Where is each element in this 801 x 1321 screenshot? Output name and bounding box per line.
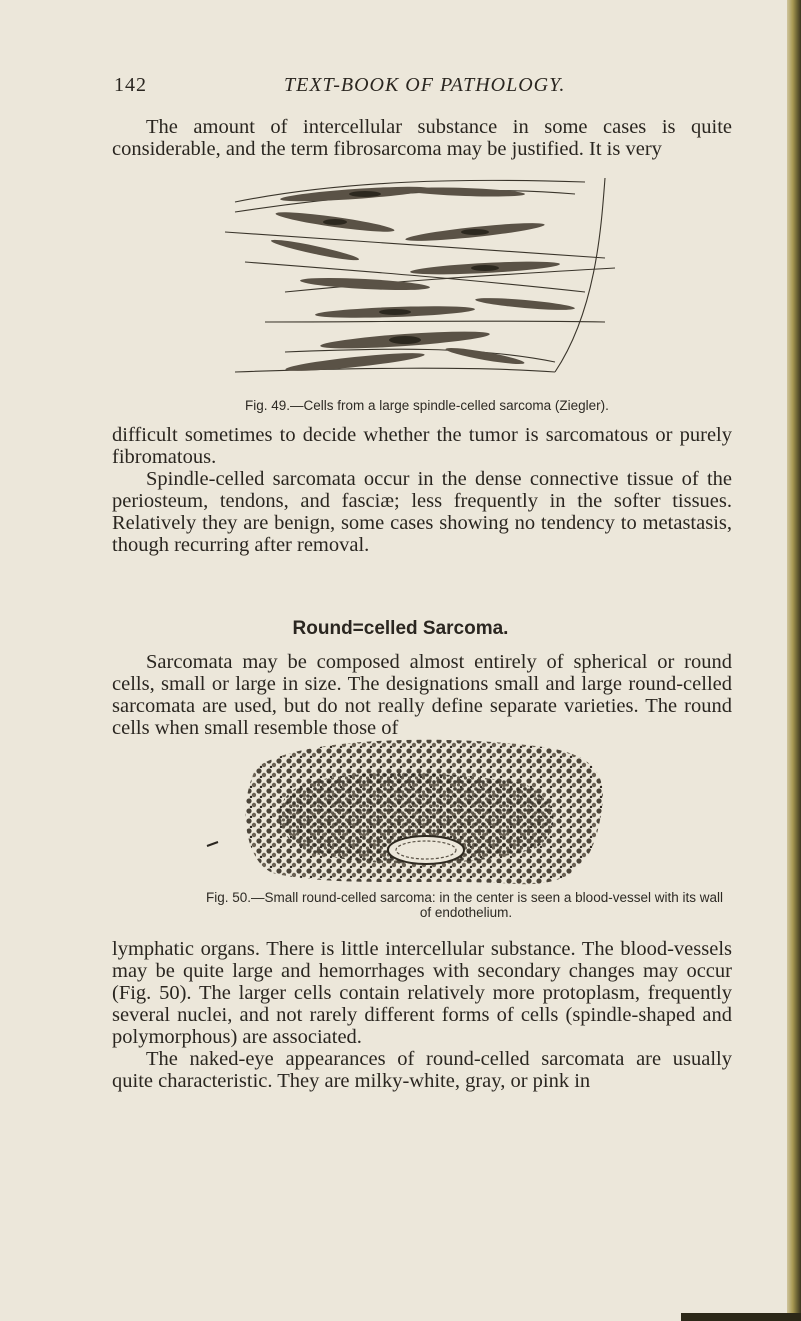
section-heading: Round=celled Sarcoma. [292, 618, 509, 639]
page-edge [787, 0, 801, 1321]
running-title: TEXT-BOOK OF PATHOLOGY. [284, 74, 566, 96]
paragraph: The amount of intercellular substance in some cases is quite considerable, and the term fibrosarcoma may be justified. It is very [112, 116, 732, 160]
figure-50-caption-line-1: Fig. 50.—Small round-celled sarcoma: in the center is seen a blood-vessel with its wall [206, 890, 723, 905]
body-text-round-cell [112, 651, 732, 739]
figure-50-round-cells [236, 738, 612, 888]
body-text-top [112, 116, 732, 160]
paragraph: The naked-eye appearances of round-celled sarcomata are usually quite characteristic. They are milky-white, gray, or pink in [112, 1048, 732, 1092]
figure-49-caption: Fig. 49.—Cells from a large spindle-celled sarcoma (Ziegler). [245, 398, 609, 413]
page-number: 142 [114, 74, 147, 96]
dash-mark-icon [206, 839, 220, 849]
paragraph: Sarcomata may be composed almost entirely of spherical or round cells, small or large in size. The designations small and large round-celled sarcomata are used, but do not really define separate varieties. The round cells when small resemble those of [112, 651, 732, 739]
figure-50-caption-line-2: of endothelium. [419, 905, 513, 920]
body-text-middle [112, 424, 732, 556]
body-text-bottom [112, 938, 732, 1092]
page-edge-shadow [681, 1313, 801, 1321]
paragraph: lymphatic organs. There is little intercellular substance. The blood-vessels may be quite large and hemorrhages with secondary changes may occur (Fig. 50). The larger cells contain relatively more protoplasm, frequently several nuclei, and not rarely different forms of cells (spindle-shaped and polymorphous) are associated. [112, 938, 732, 1048]
running-header [0, 74, 801, 102]
paragraph: difficult sometimes to decide whether the tumor is sarcomatous or purely fibromatous. [112, 424, 732, 468]
paragraph: Spindle-celled sarcomata occur in the dense connective tissue of the periosteum, tendons, and fasciæ; less frequently in the softer tissues. Relatively they are benign, some cases showing no tendency to metastasis, though recurring after removal. [112, 468, 732, 556]
figure-49-spindle-cells [225, 172, 625, 396]
figure-50-caption [206, 890, 766, 920]
